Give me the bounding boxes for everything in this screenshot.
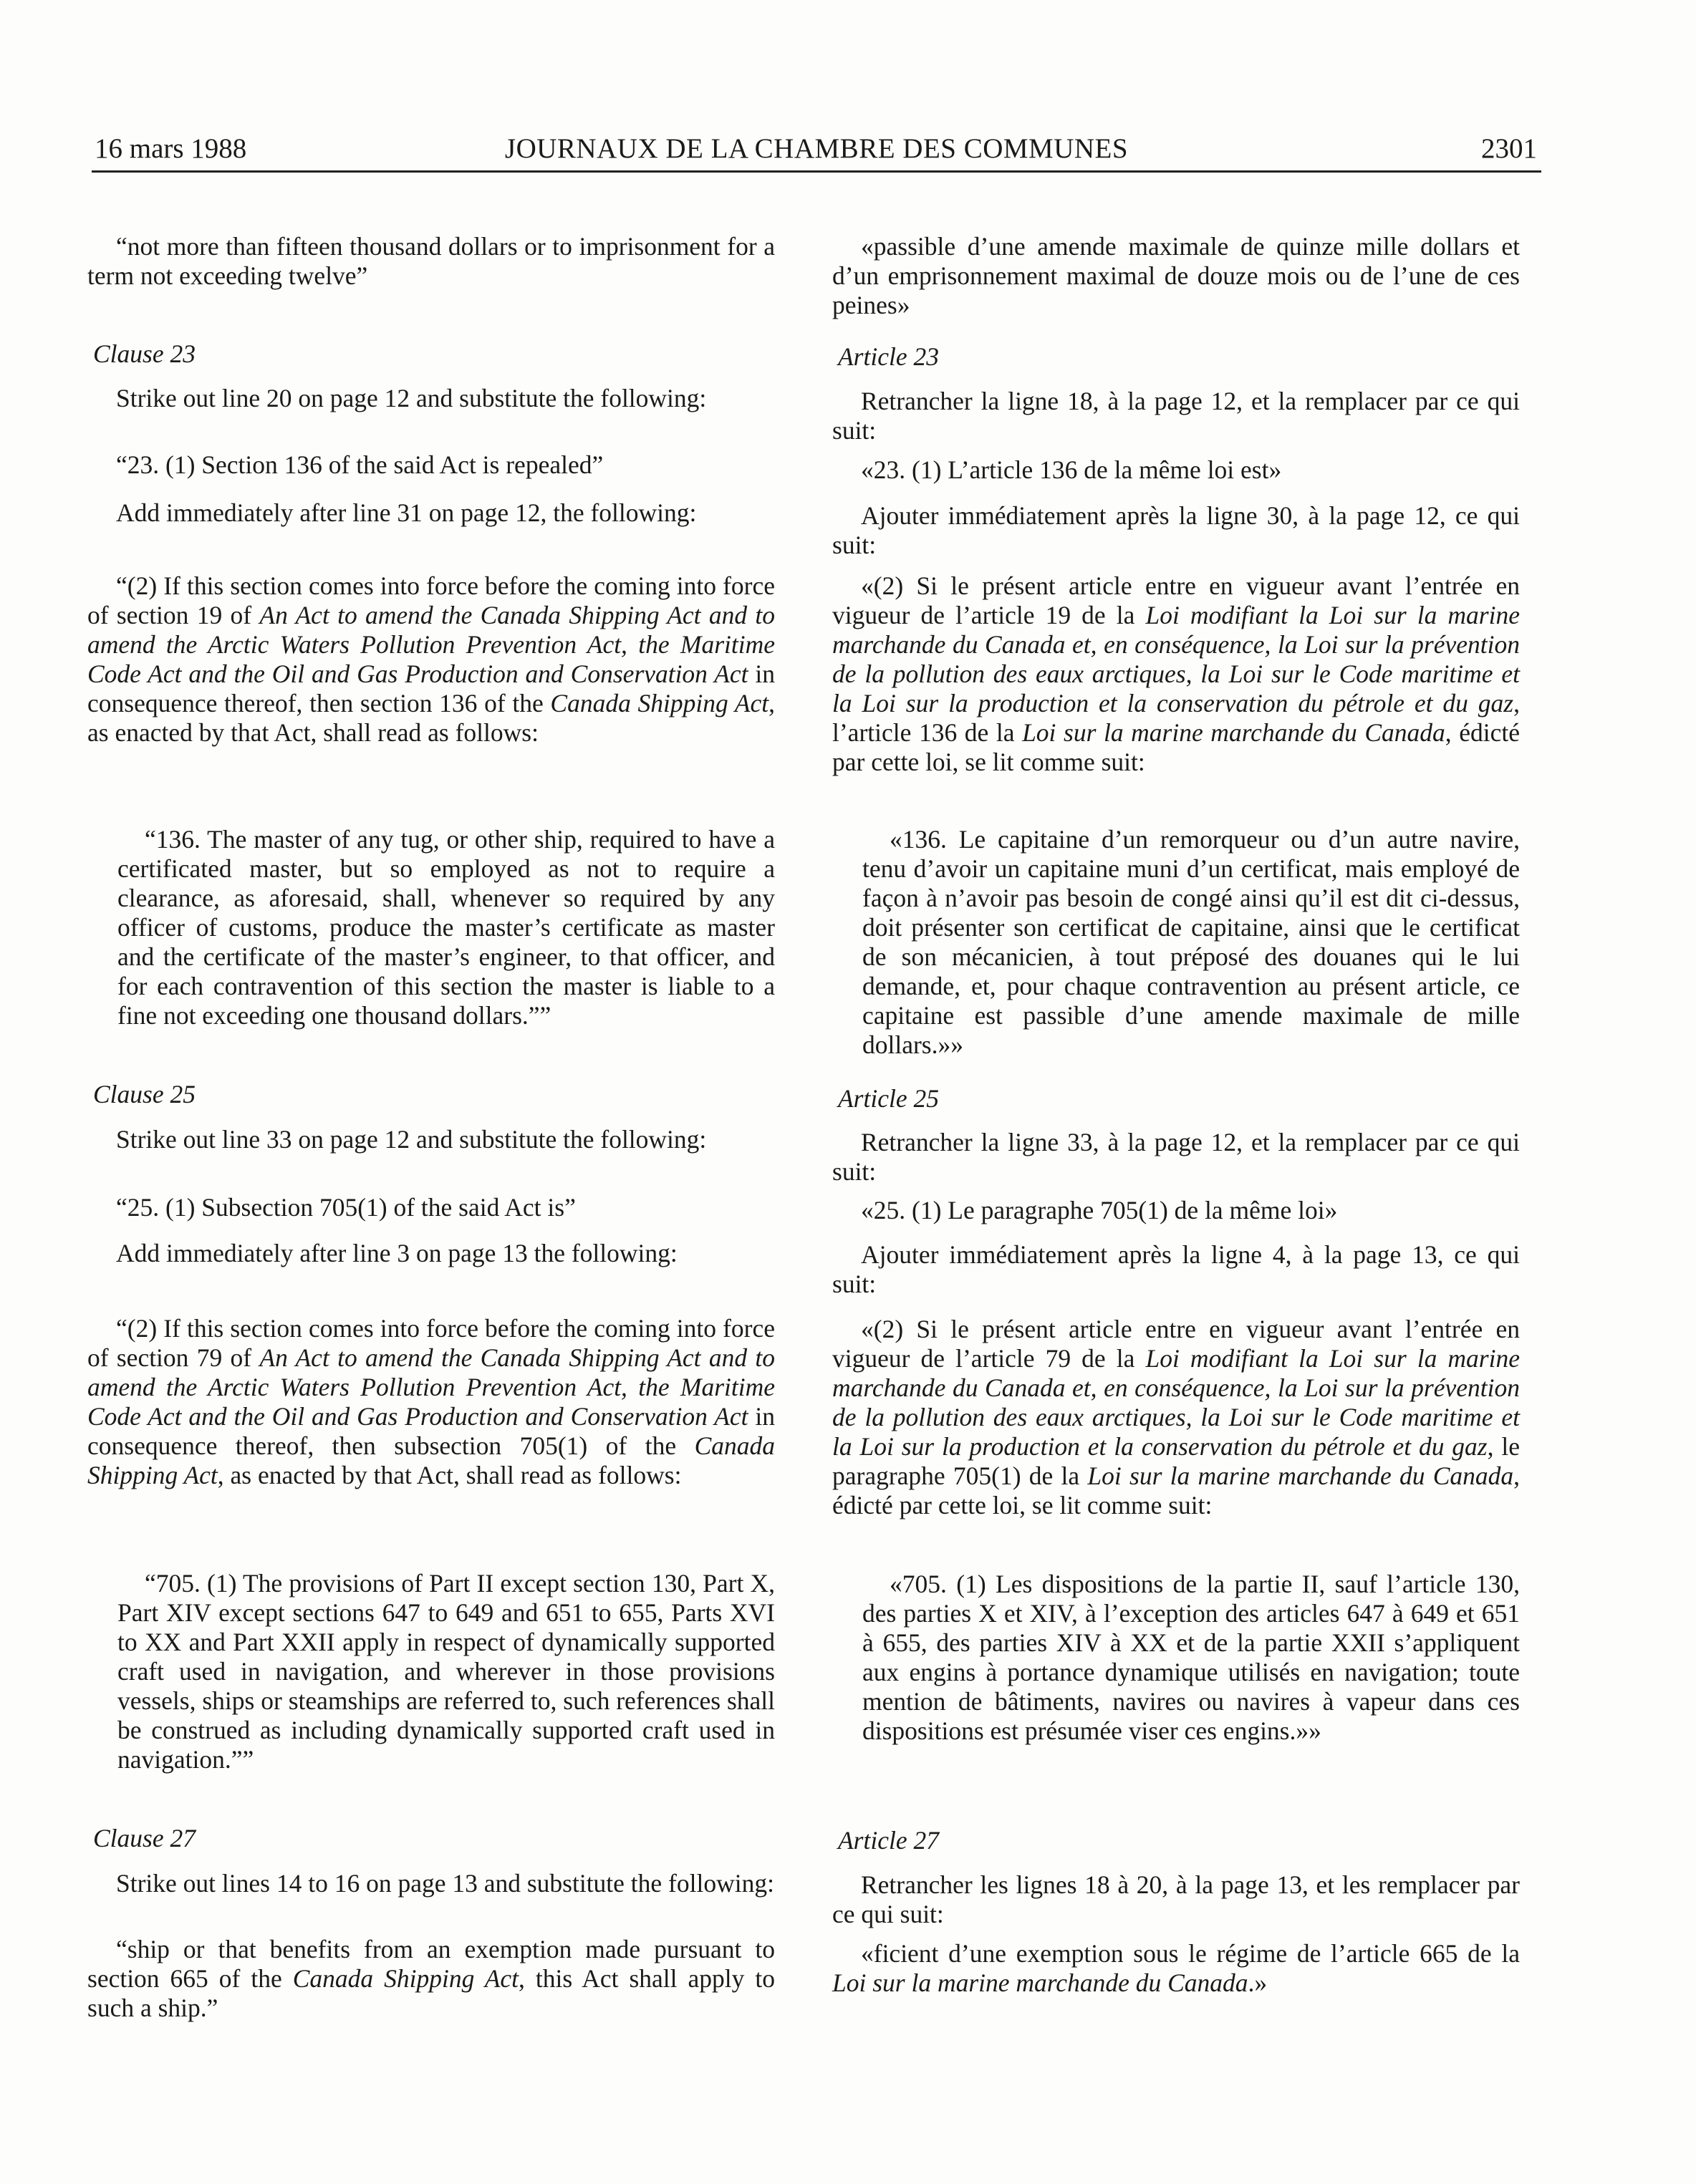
quote-text: “25. (1) Subsection 705(1) of the said Act is” <box>116 1193 576 1222</box>
instruction: Retrancher la ligne 33, à la page 12, et la remplacer par ce qui suit: <box>832 1128 1520 1186</box>
nested-quote: “136. The master of any tug, or other ship, required to have a certificated master, but so employed as not to require a clearance, as aforesaid, shall, whenever so required by any officer of customs, produce the master’s certificate as master and the certificate of the master’s engineer, to that officer, and for each contravention of this section the master is liable to a fine not exceeding one thousand dollars.”” <box>117 825 775 1030</box>
paragraph: “not more than fifteen thousand dollars or to imprisonment for a term not exceeding twelve” <box>87 232 775 290</box>
quote-text: «23. (1) L’article 136 de la même loi est» <box>861 455 1282 484</box>
paragraph: «passible d’une amende maximale de quinze mille dollars et d’un emprisonnement maximal de douze mois ou de l’une de ces peines» <box>832 232 1520 319</box>
nested-quote: “705. (1) The provisions of Part II except section 130, Part X, Part XIV except sections 647 to 649 and 651 to 655, Parts XVI to XX and Part XXII apply in respect of dynamically supported craft used in navigation, and wherever in those provisions vessels, ships or steamships are referred to, such references shall be construed as including dynamically supported craft used in navigation.”” <box>117 1569 775 1774</box>
clause-heading: Article 25 <box>838 1084 939 1113</box>
quote-paragraph: «(2) Si le présent article entre en vigueur avant l’entrée en vigueur de l’article 19 de la Loi modifiant la Loi sur la marine marchande du Canada et, en conséquence, la Loi sur la prévention de la pollution des eaux arctiques, la Loi sur le Code maritime et la Loi sur la production et la conservation du pétrole et du gaz, l’article 136 de la Loi sur la marine marchande du Canada, édicté par cette loi, se lit comme suit: <box>832 571 1520 776</box>
running-header <box>92 127 1541 173</box>
clause-heading: Article 23 <box>838 342 939 371</box>
page-number: 2301 <box>1481 133 1537 164</box>
instruction: Strike out lines 14 to 16 on page 13 and substitute the following: <box>116 1869 774 1898</box>
quote-paragraph: “(2) If this section comes into force before the coming into force of section 79 of An Act to amend the Canada Shipping Act and to amend the Arctic Waters Pollution Prevention Act, the Maritime Code Act and the Oil and Gas Production and Conservation Act in consequence thereof, then subsection 705(1) of the Canada Shipping Act, as enacted by that Act, shall read as follows: <box>87 1314 776 1489</box>
instruction: Add immediately after line 3 on page 13 the following: <box>116 1239 678 1267</box>
instruction: Ajouter immédiatement après la ligne 30, à la page 12, ce qui suit: <box>832 501 1520 559</box>
header-date: 16 mars 1988 <box>95 133 247 164</box>
clause-heading: Clause 27 <box>93 1824 196 1852</box>
clause-heading: Clause 25 <box>93 1080 196 1108</box>
journal-title: JOURNAUX DE LA CHAMBRE DES COMMUNES <box>504 133 1129 164</box>
instruction: Strike out line 20 on page 12 and substitute the following: <box>116 384 707 412</box>
quote-paragraph: “ship or that benefits from an exemption made pursuant to section 665 of the Canada Shipping Act, this Act shall apply to such a ship.” <box>87 1935 775 2022</box>
quote-paragraph: «ficient d’une exemption sous le régime de l’article 665 de la Loi sur la marine marchande du Canada.» <box>832 1939 1520 1997</box>
clause-heading: Clause 23 <box>93 339 196 368</box>
quote-text: “23. (1) Section 136 of the said Act is repealed” <box>116 450 604 479</box>
instruction: Retrancher les lignes 18 à 20, à la page 13, et les remplacer par ce qui suit: <box>832 1870 1520 1928</box>
quote-text: «25. (1) Le paragraphe 705(1) de la même loi» <box>861 1196 1338 1224</box>
quote-paragraph: «(2) Si le présent article entre en vigueur avant l’entrée en vigueur de l’article 79 de la Loi modifiant la Loi sur la marine marchande du Canada et, en conséquence, la Loi sur la prévention de la pollution des eaux arctiques, la Loi sur le Code maritime et la Loi sur la production et la conservation du pétrole et du gaz, le paragraphe 705(1) de la Loi sur la marine marchande du Canada, édicté par cette loi, se lit comme suit: <box>832 1315 1520 1519</box>
nested-quote: «705. (1) Les dispositions de la partie II, sauf l’article 130, des parties X et XIV, à l’exception des articles 647 à 649 et 651 à 655, des parties XIV à XX et de la partie XXII s’appliquent aux engins à portance dynamique utilisés en navigation; toute mention de bâtiments, navires ou navires à vapeur dans ces dispositions est présumée viser ces engins.»» <box>862 1570 1520 1745</box>
nested-quote: «136. Le capitaine d’un remorqueur ou d’un autre navire, tenu d’avoir un capitaine muni d’un certificat, mais employé de façon à n’avoir pas besoin de congé ainsi qu’il est dit ci-dessus, doit présenter son certificat de capitaine, ainsi que le certificat de son mécanicien, à tout préposé des douanes qui le lui demande, et, pour chaque contravention au présent article, ce capitaine est passible d’une amende maximale de mille dollars.»» <box>862 825 1520 1059</box>
instruction: Retrancher la ligne 18, à la page 12, et la remplacer par ce qui suit: <box>832 387 1520 445</box>
clause-heading: Article 27 <box>838 1826 939 1855</box>
instruction: Ajouter immédiatement après la ligne 4, à la page 13, ce qui suit: <box>832 1240 1520 1298</box>
instruction: Strike out line 33 on page 12 and substitute the following: <box>116 1125 707 1154</box>
quote-paragraph: “(2) If this section comes into force before the coming into force of section 19 of An Act to amend the Canada Shipping Act and to amend the Arctic Waters Pollution Prevention Act, the Maritime Code Act and the Oil and Gas Production and Conservation Act in consequence thereof, then section 136 of the Canada Shipping Act, as enacted by that Act, shall read as follows: <box>87 571 776 747</box>
instruction: Add immediately after line 31 on page 12, the following: <box>116 498 697 527</box>
